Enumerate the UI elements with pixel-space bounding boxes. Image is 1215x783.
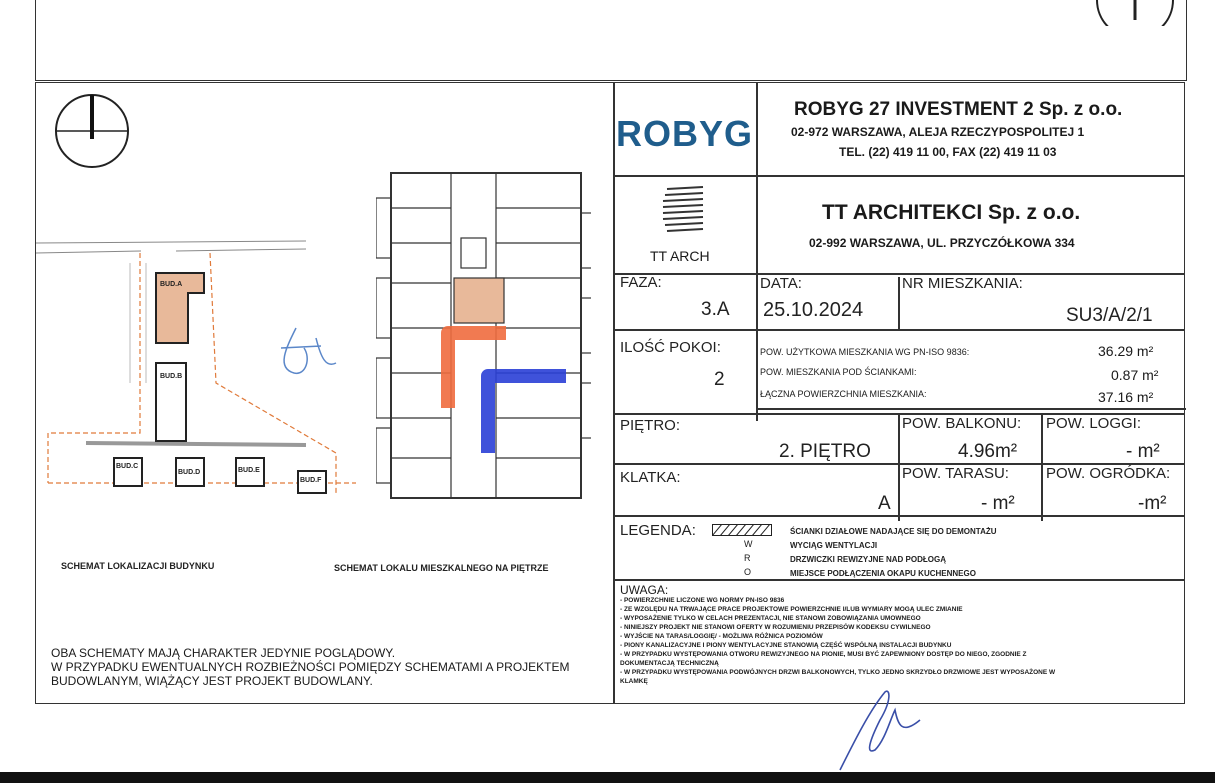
area-walls-label: POW. MIESZKANIA POD ŚCIANKAMI: — [760, 367, 917, 377]
balkon-label: POW. BALKONU: — [902, 415, 1022, 432]
pokoje-value: 2 — [714, 369, 725, 390]
hatch-swatch-icon — [712, 524, 772, 536]
legend-item: ŚCIANKI DZIAŁOWE NADAJĄCE SIĘ DO DEMONTAŻU — [790, 527, 997, 536]
loggia-value: - m² — [1126, 441, 1160, 462]
nr-mieszkania-label: NR MIESZKANIA: — [902, 275, 1023, 292]
taras-value: - m² — [981, 493, 1015, 514]
area-usable-value: 36.29 m² — [1098, 343, 1154, 359]
floor-plan-caption: SCHEMAT LOKALU MIESZKALNEGO NA PIĘTRZE — [334, 563, 549, 573]
legend-title: LEGENDA: — [620, 522, 696, 539]
note-line: - ZE WZGLĘDU NA TRWAJĄCE PRACE PROJEKTOWE POWIERZCHNIE I/LUB WYMIARY MOGĄ ULEC ZMIANIE — [620, 606, 963, 613]
pietro-label: PIĘTRO: — [620, 417, 681, 434]
balkon-value: 4.96m² — [958, 441, 1018, 462]
loggia-label: POW. LOGGI: — [1046, 415, 1142, 432]
note-line: - PIONY KANALIZACYJNE I PIONY WENTYLACYJNE STANOWIĄ CZĘŚĆ WSPÓLNĄ INSTALACJI BUDYNKU — [620, 642, 952, 649]
pokoje-label: ILOŚĆ POKOI: — [620, 339, 721, 356]
ogrodek-label: POW. OGRÓDKA: — [1046, 465, 1171, 482]
notes-list — [620, 596, 1055, 686]
legend-symbol-w: W — [744, 539, 753, 549]
data-value: 25.10.2024 — [763, 299, 864, 321]
note-line: - NINIEJSZY PROJEKT NIE STANOWI OFERTY W ROZUMIENIU PRZEPISÓW KODEKSU CYWILNEGO — [620, 624, 931, 631]
area-walls-value: 0.87 m² — [1111, 367, 1159, 383]
disclaimer — [51, 646, 570, 688]
architect-name: TT ARCHITEKCI Sp. z o.o. — [822, 201, 1081, 224]
disclaimer-line: BUDOWLANYM, WIĄŻĄCY JEST PROJEKT BUDOWLANY. — [51, 674, 373, 688]
investor-name: ROBYG 27 INVESTMENT 2 Sp. z o.o. — [794, 99, 1123, 120]
area-total-label: ŁĄCZNA POWIERZCHNIA MIESZKANIA: — [760, 389, 927, 399]
card-sheet — [35, 82, 1185, 704]
tt-arch-logo-icon — [659, 183, 709, 235]
upper-sheet-frame — [35, 0, 1187, 81]
building-label-c: BUD.C — [116, 463, 139, 470]
bottom-edge — [0, 772, 1215, 783]
ogrodek-value: -m² — [1138, 493, 1167, 514]
legend-item: DRZWICZKI REWIZYJNE NAD PODŁOGĄ — [790, 555, 946, 564]
faza-value: 3.A — [701, 299, 730, 320]
site-plan-caption: SCHEMAT LOKALIZACJI BUDYNKU — [61, 561, 215, 571]
north-arrow-icon-top — [1095, 0, 1175, 26]
disclaimer-line: W PRZYPADKU EWENTUALNYCH ROZBIEŻNOŚCI POMIĘDZY SCHEMATAMI A PROJEKTEM — [51, 660, 570, 674]
signature — [830, 680, 940, 775]
note-line: KLAMKĘ — [620, 678, 648, 685]
faza-label: FAZA: — [620, 274, 662, 291]
building-label-a: BUD.A — [160, 281, 183, 288]
klatka-value: A — [878, 493, 891, 514]
taras-label: POW. TARASU: — [902, 465, 1009, 482]
note-line: - W PRZYPADKU WYSTĘPOWANIA OTWORU REWIZYJNEGO NA PIONIE, MUSI BYĆ ZAPEWNIONY DOSTĘP DO NIEGO, ZGODNIE Z — [620, 651, 1027, 658]
building-label-e: BUD.E — [238, 467, 260, 474]
legend-symbol-o: O — [744, 567, 752, 577]
pietro-value: 2. PIĘTRO — [779, 441, 871, 462]
nr-mieszkania-value: SU3/A/2/1 — [1066, 305, 1153, 326]
area-usable-label: POW. UŻYTKOWA MIESZKANIA WG PN-ISO 9836: — [760, 347, 970, 357]
handwritten-mark — [266, 318, 346, 398]
building-label-f: BUD.F — [300, 477, 322, 484]
klatka-label: KLATKA: — [620, 469, 681, 486]
building-label-b: BUD.B — [160, 373, 183, 380]
architect-address: 02-992 WARSZAWA, UL. PRZYCZÓŁKOWA 334 — [809, 236, 1075, 250]
area-total-value: 37.16 m² — [1098, 389, 1154, 405]
note-line: - WYPOSAŻENIE TYLKO W CELACH PREZENTACJI, NIE STANOWI ZOBOWIĄZANIA UMOWNEGO — [620, 615, 921, 622]
investor-address: 02-972 WARSZAWA, ALEJA RZECZYPOSPOLITEJ 1 — [791, 125, 1085, 139]
legend-item: WYCIĄG WENTYLACJI — [790, 541, 878, 550]
note-line: - W PRZYPADKU WYSTĘPOWANIA PODWÓJNYCH DRZWI BALKONOWYCH, TYLKO JEDNO SKRZYDŁO DRZWIOWE JEST WYPOSAŻONE W — [620, 669, 1056, 676]
data-label: DATA: — [760, 275, 802, 292]
note-line: - WYJŚCIE NA TARAS/LOGGIĘ/ - MOŻLIWA RÓŻNICA POZIOMÓW — [620, 633, 823, 640]
note-line: - POWIERZCHNIE LICZONE WG NORMY PN-ISO 9836 — [620, 597, 785, 604]
legend-item: MIEJSCE PODŁĄCZENIA OKAPU KUCHENNEGO — [790, 569, 976, 578]
robyg-logo: ROBYG — [616, 113, 754, 154]
notes-title: UWAGA: — [620, 583, 669, 597]
note-line: DOKUMENTACJĄ TECHNICZNĄ — [620, 660, 719, 667]
floor-plan — [376, 158, 591, 503]
investor-contact: TEL. (22) 419 11 00, FAX (22) 419 11 03 — [839, 145, 1057, 159]
legend-symbol-r: R — [744, 553, 751, 563]
disclaimer-line: OBA SCHEMATY MAJĄ CHARAKTER JEDYNIE POGLĄDOWY. — [51, 646, 396, 660]
building-label-d: BUD.D — [178, 469, 201, 476]
tt-arch-logo-text: TT ARCH — [650, 248, 710, 264]
north-arrow-icon — [54, 93, 134, 169]
